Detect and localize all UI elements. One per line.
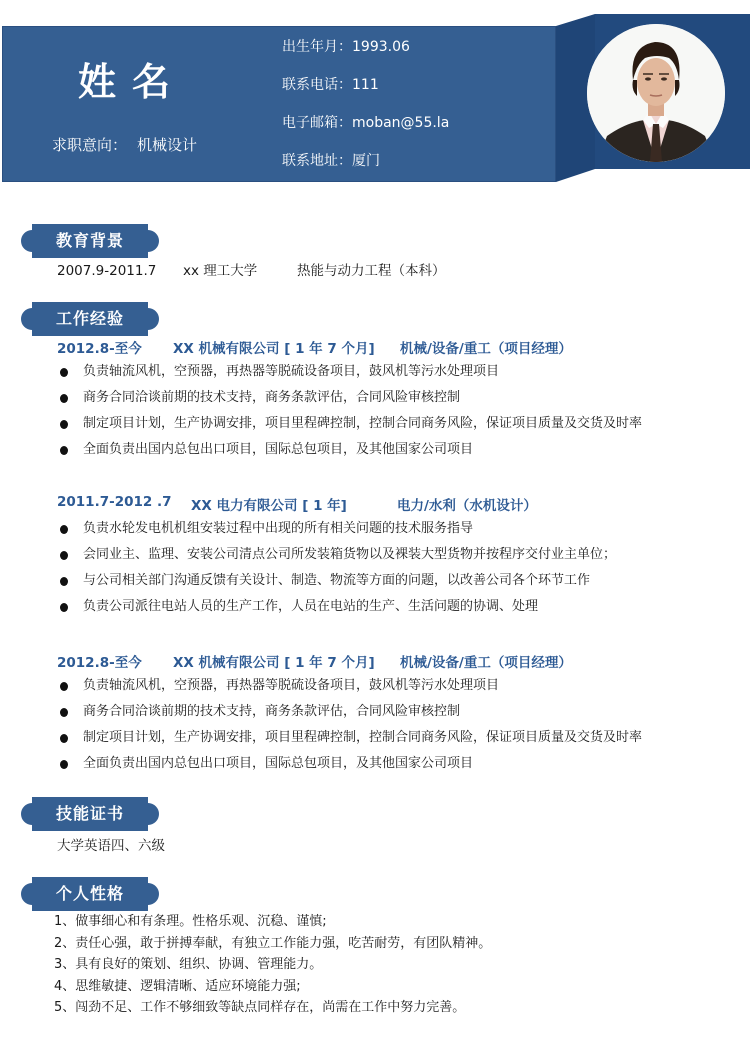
list-item: 全面负责出国内总包出口项目，国际总包项目，及其他国家公司项目 — [57, 440, 642, 466]
list-item: 负责轴流风机，空预器，再热器等脱硫设备项目，鼓风机等污水处理项目 — [57, 362, 642, 388]
list-item: 5、闯劲不足、工作不够细致等缺点同样存在，尚需在工作中努力完善。 — [54, 1000, 466, 1015]
info-value: 111 — [352, 77, 379, 93]
colon: ： — [338, 77, 352, 93]
colon: ： — [338, 153, 352, 169]
list-item: 商务合同洽谈前期的技术支持，商务条款评估，合同风险审核控制 — [57, 388, 642, 414]
list-item: 2、责任心强，敢于拼搏奉献，有独立工作能力强，吃苦耐劳，有团队精神。 — [54, 935, 492, 951]
list-item: 负责轴流风机，空预器，再热器等脱硫设备项目，鼓风机等污水处理项目 — [57, 676, 642, 702]
job-bullet-list — [57, 362, 642, 466]
profile-photo — [587, 24, 725, 162]
list-item: 全面负责出国内总包出口项目，国际总包项目，及其他国家公司项目 — [57, 754, 642, 780]
list-item: 4、思维敏捷、逻辑清晰、适应环境能力强; — [54, 978, 301, 994]
person-portrait-icon — [587, 24, 725, 162]
skill-certificate: 大学英语四、六级 — [57, 838, 165, 854]
job-role: 电力/水利（水机设计） — [397, 498, 537, 514]
job-company: XX 机械有限公司 [ 1 年 7 个月] — [173, 655, 375, 671]
job-period: 2012.8-至今 — [57, 341, 142, 357]
section-title: 技能证书 — [55, 804, 124, 823]
list-item: 商务合同洽谈前期的技术支持，商务条款评估，合同风险审核控制 — [57, 702, 642, 728]
personality-list — [54, 912, 491, 1020]
section-heading-work — [20, 302, 160, 336]
info-birth — [282, 36, 449, 74]
education-school: xx 理工大学 — [183, 263, 258, 279]
section-title: 工作经验 — [55, 309, 124, 328]
section-heading-personality — [20, 877, 160, 911]
section-heading-education — [20, 224, 160, 258]
list-item: 负责水轮发电机机组安装过程中出现的所有相关问题的技术服务指导 — [57, 519, 616, 545]
list-item: 3、具有良好的策划、组织、协调、管理能力。 — [54, 957, 323, 972]
info-value: 厦门 — [352, 153, 380, 169]
info-label: 电子邮箱 — [282, 115, 338, 131]
list-item: 负责公司派往电站人员的生产工作，人员在电站的生产、生活问题的协调、处理 — [57, 597, 616, 623]
info-email — [282, 112, 449, 150]
info-label: 出生年月 — [282, 39, 338, 55]
job-period: 2011.7-2012 .7 — [57, 494, 172, 510]
colon: ： — [338, 115, 352, 131]
job-role: 机械/设备/重工（项目经理） — [400, 341, 572, 357]
list-item: 会同业主、监理、安装公司清点公司所发装箱货物以及裸装大型货物并按程序交付业主单位； — [57, 545, 616, 571]
list-item: 1、做事细心和有条理。性格乐观、沉稳、谨慎; — [54, 914, 327, 929]
job-role: 机械/设备/重工（项目经理） — [400, 655, 572, 671]
section-title: 教育背景 — [55, 231, 124, 250]
list-item: 与公司相关部门沟通反馈有关设计、制造、物流等方面的问题，以改善公司各个环节工作 — [57, 571, 616, 597]
education-row — [57, 259, 446, 279]
info-address — [282, 150, 449, 188]
job-period: 2012.8-至今 — [57, 655, 142, 671]
contact-info-list — [282, 36, 449, 188]
job-bullet-list — [57, 519, 616, 623]
education-major: 热能与动力工程（本科） — [297, 263, 446, 279]
candidate-name: 姓名 — [78, 60, 187, 104]
job-company: XX 机械有限公司 [ 1 年 7 个月] — [173, 341, 375, 357]
education-period: 2007.9-2011.7 — [57, 263, 157, 279]
job-intent — [52, 134, 197, 156]
info-value: moban@55.la — [352, 115, 450, 131]
info-value: 1993.06 — [352, 39, 410, 55]
job-bullet-list — [57, 676, 642, 780]
info-label: 联系地址 — [282, 153, 338, 169]
job-intent-label: 求职意向： — [52, 136, 128, 154]
job-company: XX 电力有限公司 [ 1 年] — [191, 498, 347, 514]
list-item: 制定项目计划，生产协调安排，项目里程碑控制，控制合同商务风险，保证项目质量及交货及时率 — [57, 728, 642, 754]
colon: ： — [338, 39, 352, 55]
section-heading-skills — [20, 797, 160, 831]
section-title: 个人性格 — [55, 884, 124, 903]
job-intent-value: 机械设计 — [137, 136, 198, 154]
info-phone — [282, 74, 449, 112]
list-item: 制定项目计划，生产协调安排，项目里程碑控制，控制合同商务风险，保证项目质量及交货及时率 — [57, 414, 642, 440]
info-label: 联系电话 — [282, 77, 338, 93]
